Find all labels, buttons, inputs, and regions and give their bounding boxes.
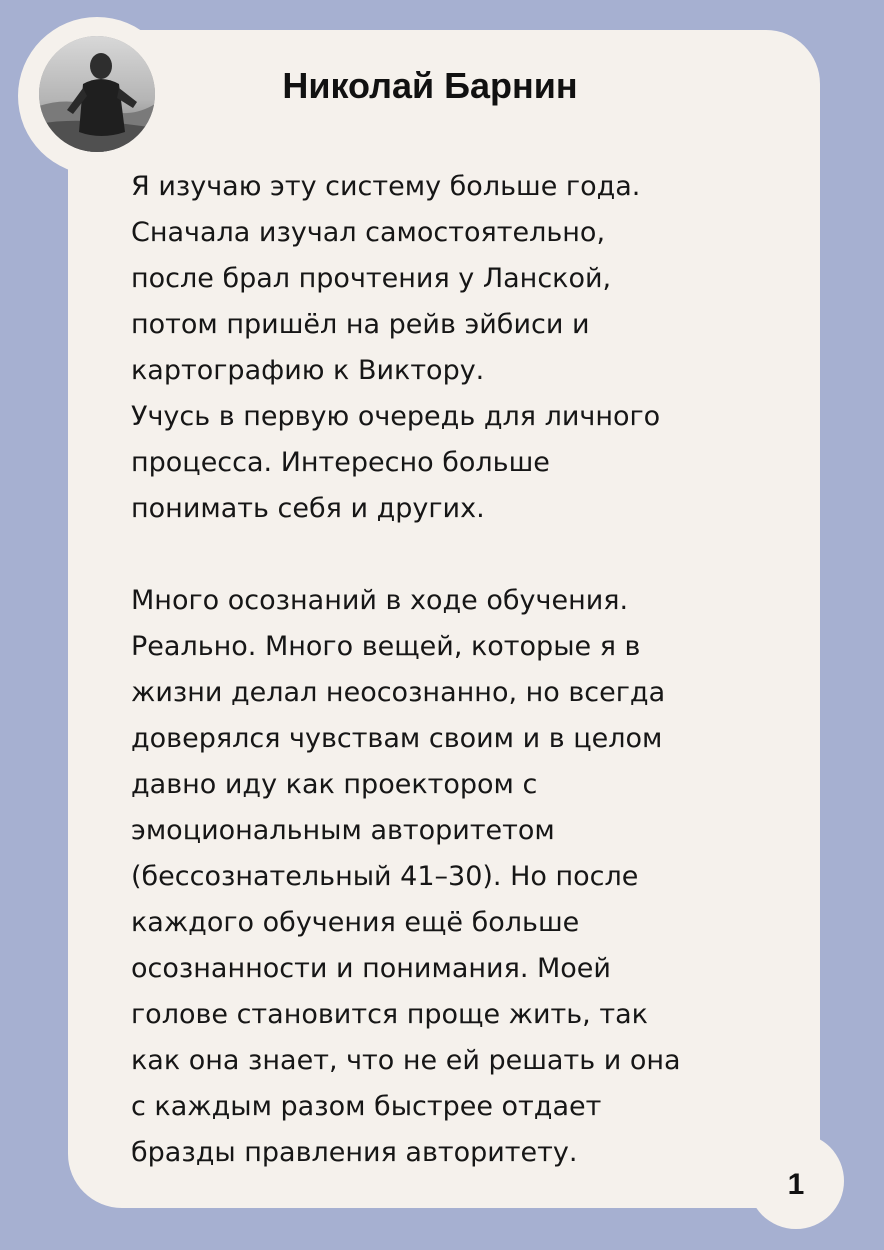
author-name: Николай Барнин (282, 65, 578, 106)
testimonial-paragraph-1: Я изучаю эту систему больше года. Сначала изучал самостоятельно, после брал прочтения у Ланской, потом пришёл на рейв эйбиси и картографию к Виктору. Учусь в первую очередь для личного процесса. Интересно больше понимать себя и других. (131, 171, 661, 524)
testimonial-paragraph-2: Много осознаний в ходе обучения. Реально. Много вещей, которые я в жизни делал неосознанно, но всегда доверялся чувствам своим и в целом давно иду как проектором с эмоциональным авторитетом (бессознательный 41–30). Но после каждого обучения ещё больше осознанности и понимания. Моей голове становится проще жить, так как она знает, что не ей решать и она с каждым разом быстрее отдает бразды правления авторитету. (131, 585, 681, 1168)
page-number: 1 (787, 1168, 805, 1201)
testimonial-text (131, 164, 771, 1176)
avatar (39, 36, 155, 152)
person-photo-icon (39, 36, 155, 152)
